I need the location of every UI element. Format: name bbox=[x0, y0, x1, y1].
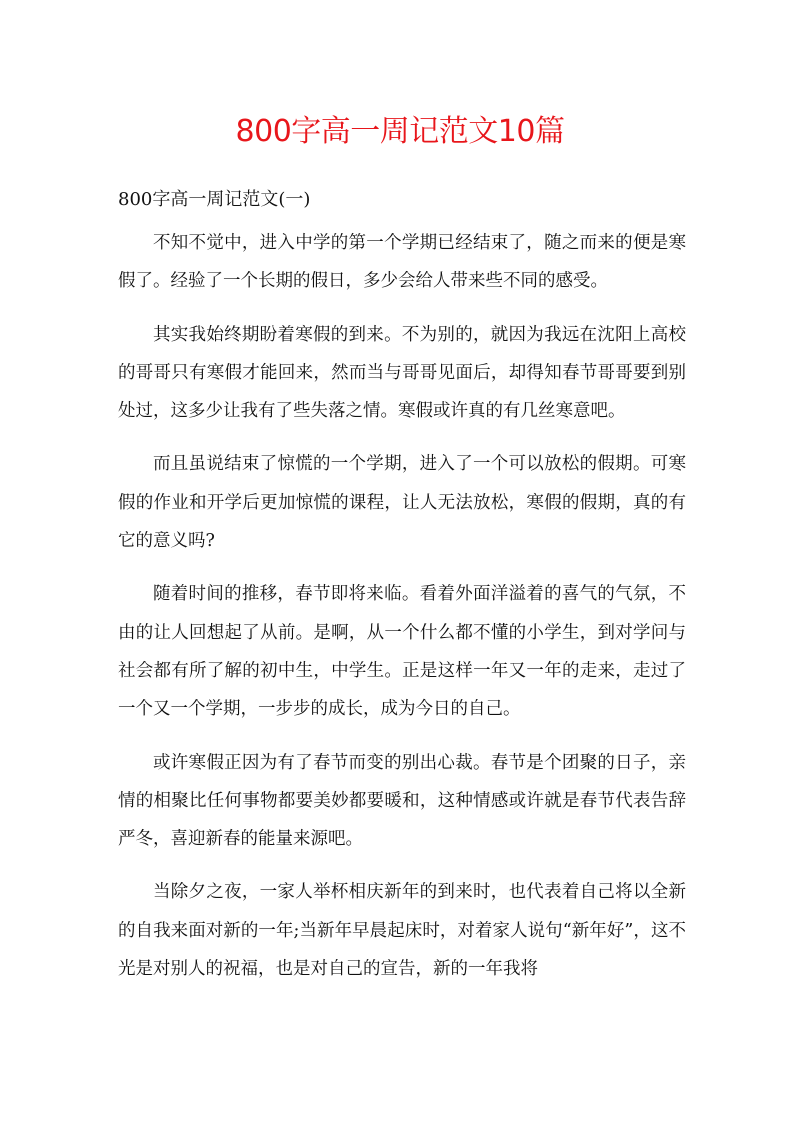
paragraph: 而且虽说结束了惊慌的一个学期，进入了一个可以放松的假期。可寒假的作业和开学后更加惊慌的课程，让人无法放松，寒假的假期，真的有它的意义吗? bbox=[118, 454, 686, 552]
paragraph: 不知不觉中，进入中学的第一个学期已经结束了，随之而来的便是寒假了。经验了一个长期的假日，多少会给人带来些不同的感受。 bbox=[118, 233, 686, 292]
section-heading: 800字高一周记范文(一) bbox=[118, 189, 311, 210]
document-title: 800字高一周记范文10篇 bbox=[235, 114, 565, 149]
paragraph: 随着时间的推移，春节即将来临。看着外面洋溢着的喜气的气氛，不由的让人回想起了从前。是啊，从一个什么都不懂的小学生，到对学问与社会都有所了解的初中生，中学生。正是这样一年又一年的走来，走过了一个又一个学期，一步步的成长，成为今日的自己。 bbox=[118, 584, 686, 720]
paragraph: 或许寒假正因为有了春节而变的别出心裁。春节是个团聚的日子，亲情的相聚比任何事物都要美妙都要暖和，这种情感或许就是春节代表告辞严冬，喜迎新春的能量来源吧。 bbox=[118, 752, 686, 850]
paragraph: 当除夕之夜，一家人举杯相庆新年的到来时，也代表着自己将以全新的自我来面对新的一年;当新年早晨起床时，对着家人说句“新年好”，这不光是对别人的祝福，也是对自己的宣告，新的一年我将 bbox=[118, 882, 686, 980]
paragraph: 其实我始终期盼着寒假的到来。不为别的，就因为我远在沈阳上高校的哥哥只有寒假才能回来，然而当与哥哥见面后，却得知春节哥哥要到别处过，这多少让我有了些失落之情。寒假或许真的有几丝寒意吧。 bbox=[118, 324, 686, 422]
article-body bbox=[118, 224, 686, 1003]
